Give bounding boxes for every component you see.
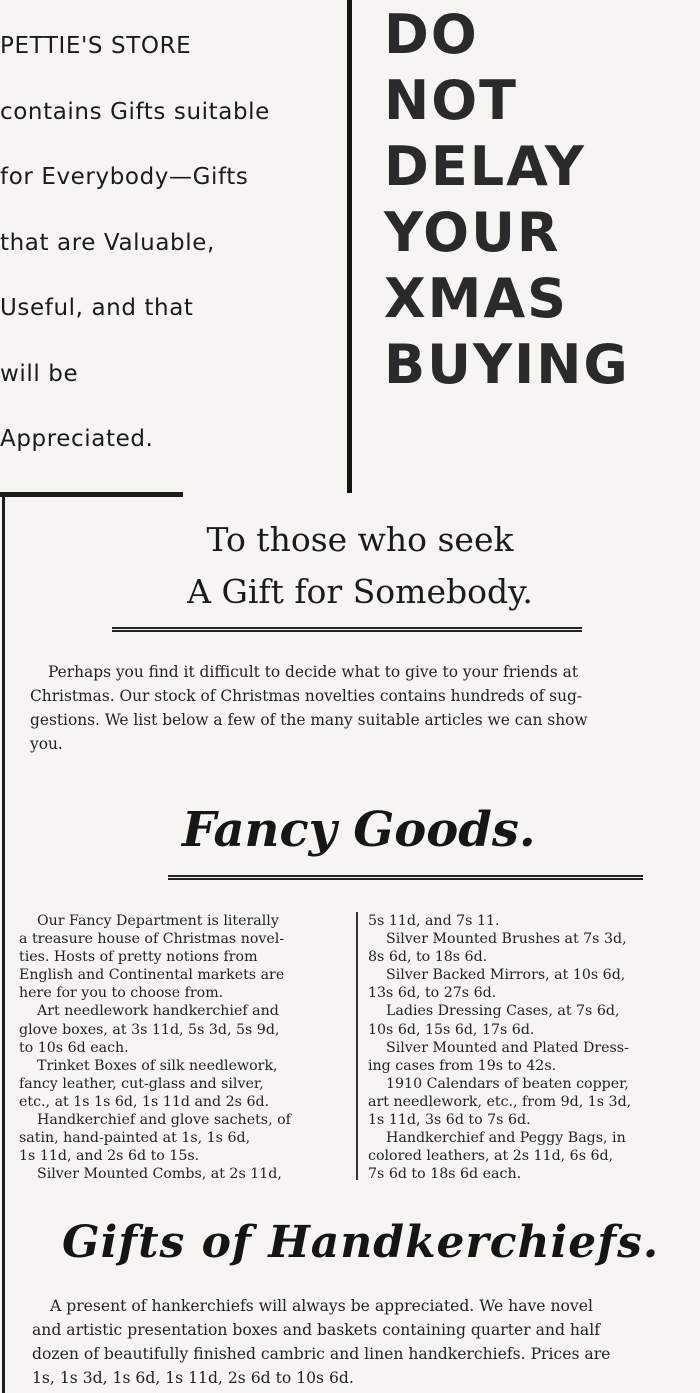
fancy-goods-line: 13s 6d, to 27s 6d. [368,985,497,1002]
fancy-goods-line: 1s 11d, and 2s 6d to 15s. [19,1148,200,1165]
handkerchiefs-line: and artistic presentation boxes and baskets containing quarter and half [32,1321,600,1339]
double-rule [112,627,582,632]
fancy-goods-line: 5s 11d, and 7s 11. [368,913,500,929]
store-blurb-line: will be [0,360,79,387]
fancy-goods-line: ing cases from 19s to 42s. [368,1057,557,1074]
column-divider [356,912,358,1180]
fancy-goods-line: Trinket Boxes of silk needlework, [37,1057,278,1074]
fancy-goods-line: ties. Hosts of pretty notions from [19,949,258,966]
slogan-word: YOUR [384,201,561,264]
fancy-goods-line: here for you to choose from. [19,985,224,1002]
store-blurb-line: Appreciated. [0,426,154,452]
fancy-goods-line: a treasure house of Christmas novel- [19,931,285,948]
handkerchiefs-line: A present of hankerchiefs will always be appreciated. We have novel [50,1297,593,1315]
store-blurb-line: Useful, and that [0,295,194,321]
slogan-word: XMAS [384,267,569,330]
column-divider [347,0,352,493]
fancy-goods-line: Our Fancy Department is literally [37,913,279,929]
fancy-goods-line: Silver Backed Mirrors, at 10s 6d, [386,967,626,984]
fancy-goods-line: 10s 6d, 15s 6d, 17s 6d. [368,1021,535,1038]
handkerchiefs-paragraph [32,1294,697,1390]
fancy-goods-line: English and Continental markets are [19,967,285,984]
gift-heading [20,514,700,618]
fancy-goods-line: Silver Mounted and Plated Dress- [386,1039,629,1056]
slogan-word: DELAY [384,135,586,198]
gift-heading-line: To those who seek [206,520,514,559]
intro-paragraph [30,660,692,756]
handkerchiefs-line: 1s, 1s 3d, 1s 6d, 1s 11d, 2s 6d to 10s 6d. [32,1369,354,1387]
store-blurb [0,14,335,473]
store-blurb-line: that are Valuable, [0,229,215,256]
intro-line: gestions. We list below a few of the many suitable articles we can show [30,711,588,729]
double-rule [168,875,643,880]
fancy-goods-line: etc., at 1s 1s 6d, 1s 11d and 2s 6d. [19,1093,270,1110]
fancy-goods-heading: Fancy Goods. [182,802,536,858]
fancy-goods-line: art needlework, etc., from 9d, 1s 3d, [368,1093,632,1110]
fancy-goods-right-column [368,912,698,1183]
fancy-goods-line: 1910 Calendars of beaten copper, [386,1075,629,1092]
intro-line: you. [30,735,63,753]
fancy-goods-line: Silver Mounted Brushes at 7s 3d, [386,931,627,948]
fancy-goods-line: colored leathers, at 2s 11d, 6s 6d, [368,1148,614,1165]
store-blurb-line: contains Gifts suitable [0,98,270,125]
fancy-goods-line: satin, hand-painted at 1s, 1s 6d, [19,1130,251,1147]
slogan-word: DO [384,3,479,66]
intro-line: Christmas. Our stock of Christmas novelties contains hundreds of sug- [30,687,583,705]
fancy-goods-line: Silver Mounted Combs, at 2s 11d, [37,1166,282,1183]
fancy-goods-line: Art needlework handkerchief and [37,1003,279,1020]
fancy-goods-line: fancy leather, cut-glass and silver, [19,1075,264,1092]
slogan-word: BUYING [384,333,630,396]
fancy-goods-left-column [19,912,349,1183]
handkerchiefs-line: dozen of beautifully finished cambric and linen handkerchiefs. Prices are [32,1345,611,1363]
display-slogan [384,2,700,398]
fancy-goods-line: 8s 6d, to 18s 6d. [368,949,488,966]
store-blurb-line: for Everybody—Gifts [0,164,249,190]
section-rule [0,492,183,497]
fancy-goods-line: Handkerchief and glove sachets, of [37,1112,291,1129]
handkerchiefs-heading: Gifts of Handkerchiefs. [62,1217,660,1268]
fancy-goods-line: 1s 11d, 3s 6d to 7s 6d. [368,1112,531,1129]
fancy-goods-line: Ladies Dressing Cases, at 7s 6d, [386,1003,620,1020]
slogan-word: NOT [384,69,518,132]
fancy-goods-line: Handkerchief and Peggy Bags, in [386,1130,626,1147]
gift-heading-line: A Gift for Somebody. [187,572,533,611]
fancy-goods-line: 7s 6d to 18s 6d each. [368,1166,522,1183]
fancy-goods-line: glove boxes, at 3s 11d, 5s 3d, 5s 9d, [19,1021,280,1038]
fancy-goods-line: to 10s 6d each. [19,1039,129,1056]
store-blurb-line: PETTIE'S STORE [0,33,192,59]
border-rule [2,497,5,1393]
intro-line: Perhaps you find it difficult to decide what to give to your friends at [48,663,579,681]
